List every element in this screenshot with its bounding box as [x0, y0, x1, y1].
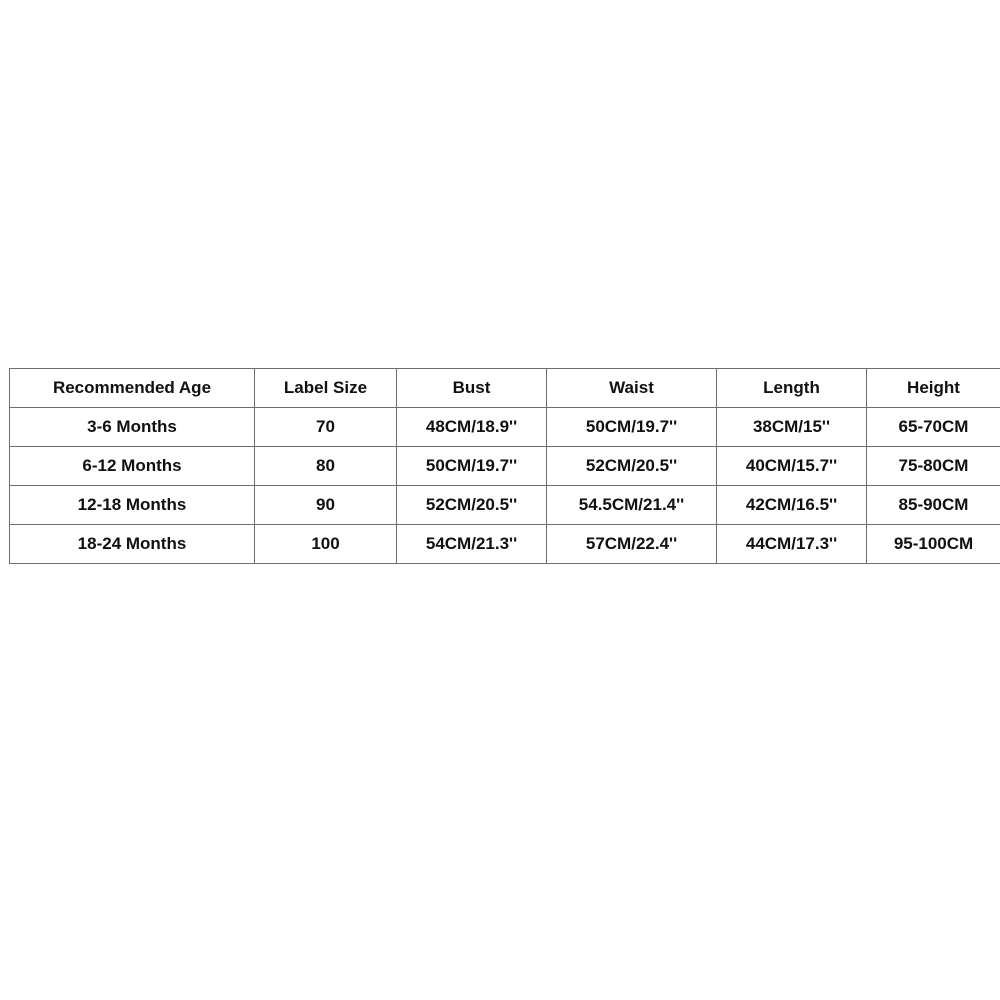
cell-label-size: 80	[255, 447, 397, 486]
cell-waist: 50CM/19.7''	[547, 408, 717, 447]
cell-label-size: 100	[255, 525, 397, 564]
header-height: Height	[867, 369, 1000, 408]
cell-bust: 52CM/20.5''	[397, 486, 547, 525]
cell-length: 44CM/17.3''	[717, 525, 867, 564]
cell-bust: 48CM/18.9''	[397, 408, 547, 447]
cell-waist: 57CM/22.4''	[547, 525, 717, 564]
cell-bust: 50CM/19.7''	[397, 447, 547, 486]
cell-waist: 52CM/20.5''	[547, 447, 717, 486]
cell-age: 3-6 Months	[10, 408, 255, 447]
cell-length: 42CM/16.5''	[717, 486, 867, 525]
header-waist: Waist	[547, 369, 717, 408]
cell-label-size: 90	[255, 486, 397, 525]
cell-length: 38CM/15''	[717, 408, 867, 447]
cell-label-size: 70	[255, 408, 397, 447]
header-bust: Bust	[397, 369, 547, 408]
cell-height: 75-80CM	[867, 447, 1000, 486]
header-label-size: Label Size	[255, 369, 397, 408]
table-row	[10, 408, 1000, 447]
header-recommended-age: Recommended Age	[10, 369, 255, 408]
header-length: Length	[717, 369, 867, 408]
table-row	[10, 525, 1000, 564]
cell-waist: 54.5CM/21.4''	[547, 486, 717, 525]
size-chart-table	[9, 368, 1000, 564]
cell-age: 18-24 Months	[10, 525, 255, 564]
table-row	[10, 486, 1000, 525]
cell-height: 65-70CM	[867, 408, 1000, 447]
table-header-row	[10, 369, 1000, 408]
table-row	[10, 447, 1000, 486]
cell-age: 12-18 Months	[10, 486, 255, 525]
cell-height: 85-90CM	[867, 486, 1000, 525]
cell-age: 6-12 Months	[10, 447, 255, 486]
cell-bust: 54CM/21.3''	[397, 525, 547, 564]
cell-height: 95-100CM	[867, 525, 1000, 564]
cell-length: 40CM/15.7''	[717, 447, 867, 486]
